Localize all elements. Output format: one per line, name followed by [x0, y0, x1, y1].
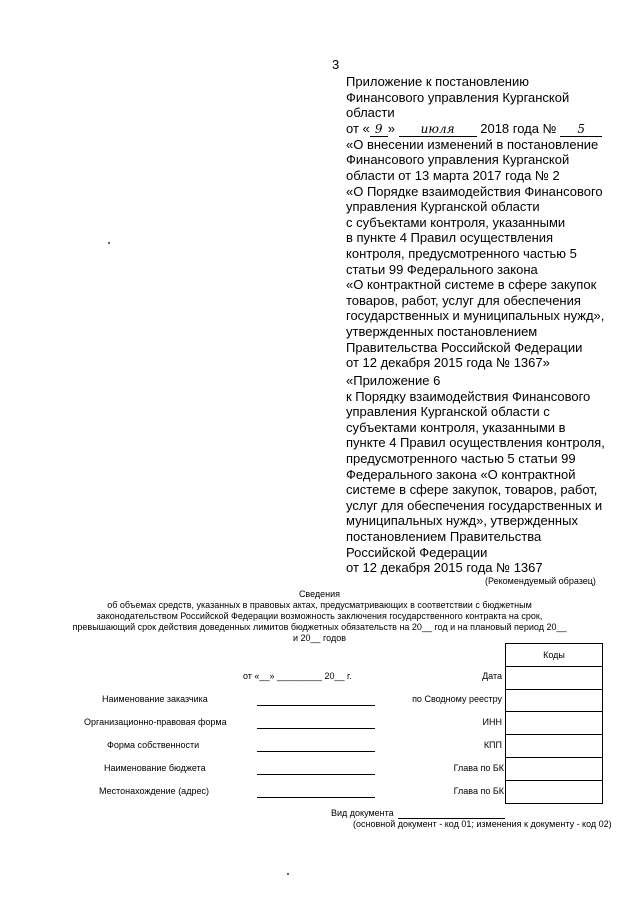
- scan-speck: [108, 242, 110, 244]
- header-line: от 12 декабря 2015 года № 1367»: [346, 355, 550, 371]
- code-cell-glava-bk-1[interactable]: [506, 757, 603, 780]
- code-label-glava-bk-1: Глава по БК: [453, 763, 504, 773]
- code-cell-inn[interactable]: [506, 712, 603, 735]
- header-line: контроля, предусмотренного частью 5: [346, 245, 577, 261]
- field-line-address[interactable]: [257, 797, 375, 798]
- appendix-line: постановлением Правительства: [346, 528, 542, 544]
- code-label-registry: по Сводному реестру: [412, 694, 502, 704]
- field-label-customer: Наименование заказчика: [102, 694, 208, 704]
- code-cell-glava-bk-2[interactable]: [506, 780, 603, 803]
- appendix-line: Федерального закона «О контрактной: [346, 466, 576, 482]
- header-line: Правительства Российской Федерации: [346, 339, 583, 355]
- doc-type-note: (основной документ - код 01; изменения к документу - код 02): [353, 819, 612, 829]
- header-line: с субъектами контроля, указанными: [346, 214, 566, 230]
- code-label-kpp: КПП: [483, 740, 502, 750]
- appendix-line: муниципальных нужд», утвержденных: [346, 513, 578, 529]
- resolution-header: [346, 74, 631, 371]
- appendix-line: управления Курганской области с: [346, 404, 550, 420]
- form-title: Сведения: [298, 589, 341, 599]
- form-date-line: от «__» _________ 20__ г.: [243, 671, 352, 681]
- header-line: Финансового управления Курганской: [346, 89, 570, 105]
- header-line: товаров, работ, услуг для обеспечения: [346, 292, 581, 308]
- appendix-line: Российской Федерации: [346, 544, 488, 560]
- doc-type-label: Вид документа: [331, 808, 394, 818]
- handwritten-number: 5: [560, 123, 602, 137]
- code-label-inn: ИНН: [482, 717, 502, 727]
- code-cell-date[interactable]: [506, 666, 603, 689]
- appendix-line: субъектами контроля, указанными в: [346, 419, 566, 435]
- header-line: области: [346, 105, 395, 121]
- header-line: утвержденных постановлением: [346, 323, 538, 339]
- header-line: «О внесении изменений в постановление: [346, 136, 599, 152]
- field-line-budget[interactable]: [257, 774, 375, 775]
- appendix-line: к Порядку взаимодействия Финансового: [346, 388, 591, 404]
- form-subtitle: об объемах средств, указанных в правовых актах, предусматривающих в соответствии с бюджетным законодательством Российской Федерации возможность заключения государственного контракта на срок, превышающий срок действия доведенных лимитов бюджетных обязательств на 20__ год и на плановый период 20__ и 20__ годов: [72, 600, 567, 643]
- scan-speck: [287, 873, 289, 875]
- header-line: статьи 99 Федерального закона: [346, 261, 538, 277]
- field-label-budget: Наименование бюджета: [104, 763, 206, 773]
- appendix-line: предусмотренного частью 5 статьи 99: [346, 450, 576, 466]
- field-label-legal-form: Организационно-правовая форма: [84, 717, 227, 727]
- code-cell-kpp[interactable]: [506, 735, 603, 758]
- appendix-block: [346, 373, 631, 576]
- handwritten-month: июля: [399, 123, 477, 137]
- header-line: Приложение к постановлению: [346, 74, 529, 89]
- appendix-line: пункте 4 Правил осуществления контроля,: [346, 435, 605, 451]
- codes-table: [505, 643, 603, 804]
- header-line: «О Порядке взаимодействия Финансового: [346, 183, 603, 199]
- appendix-line: системе в сфере закупок, товаров, работ,: [346, 482, 598, 498]
- header-date-line: от « 9 » июля 2018 года № 5: [346, 121, 631, 137]
- appendix-line: «Приложение 6: [346, 373, 441, 388]
- handwritten-day: 9: [370, 123, 388, 137]
- page-number: 3: [332, 57, 340, 72]
- header-line: области от 13 марта 2017 года № 2: [346, 167, 560, 183]
- header-line: Финансового управления Курганской: [346, 152, 570, 168]
- code-label-date: Дата: [482, 671, 502, 681]
- field-line-customer[interactable]: [257, 705, 375, 706]
- code-label-glava-bk-2: Глава по БК: [453, 786, 504, 796]
- field-label-ownership: Форма собственности: [107, 740, 200, 750]
- header-line: в пункте 4 Правил осуществления: [346, 230, 554, 246]
- field-label-address: Местонахождение (адрес): [99, 786, 209, 796]
- header-line: «О контрактной системе в сфере закупок: [346, 277, 597, 293]
- codes-header: Коды: [506, 644, 603, 667]
- appendix-line: услуг для обеспечения государственных и: [346, 497, 603, 513]
- header-line: управления Курганской области: [346, 199, 540, 215]
- appendix-line: от 12 декабря 2015 года № 1367: [346, 560, 543, 576]
- field-line-ownership[interactable]: [257, 751, 375, 752]
- field-line-legal-form[interactable]: [257, 728, 375, 729]
- header-line: государственных и муниципальных нужд»,: [346, 308, 605, 324]
- code-cell-registry[interactable]: [506, 689, 603, 712]
- sample-note: (Рекомендуемый образец): [485, 576, 596, 586]
